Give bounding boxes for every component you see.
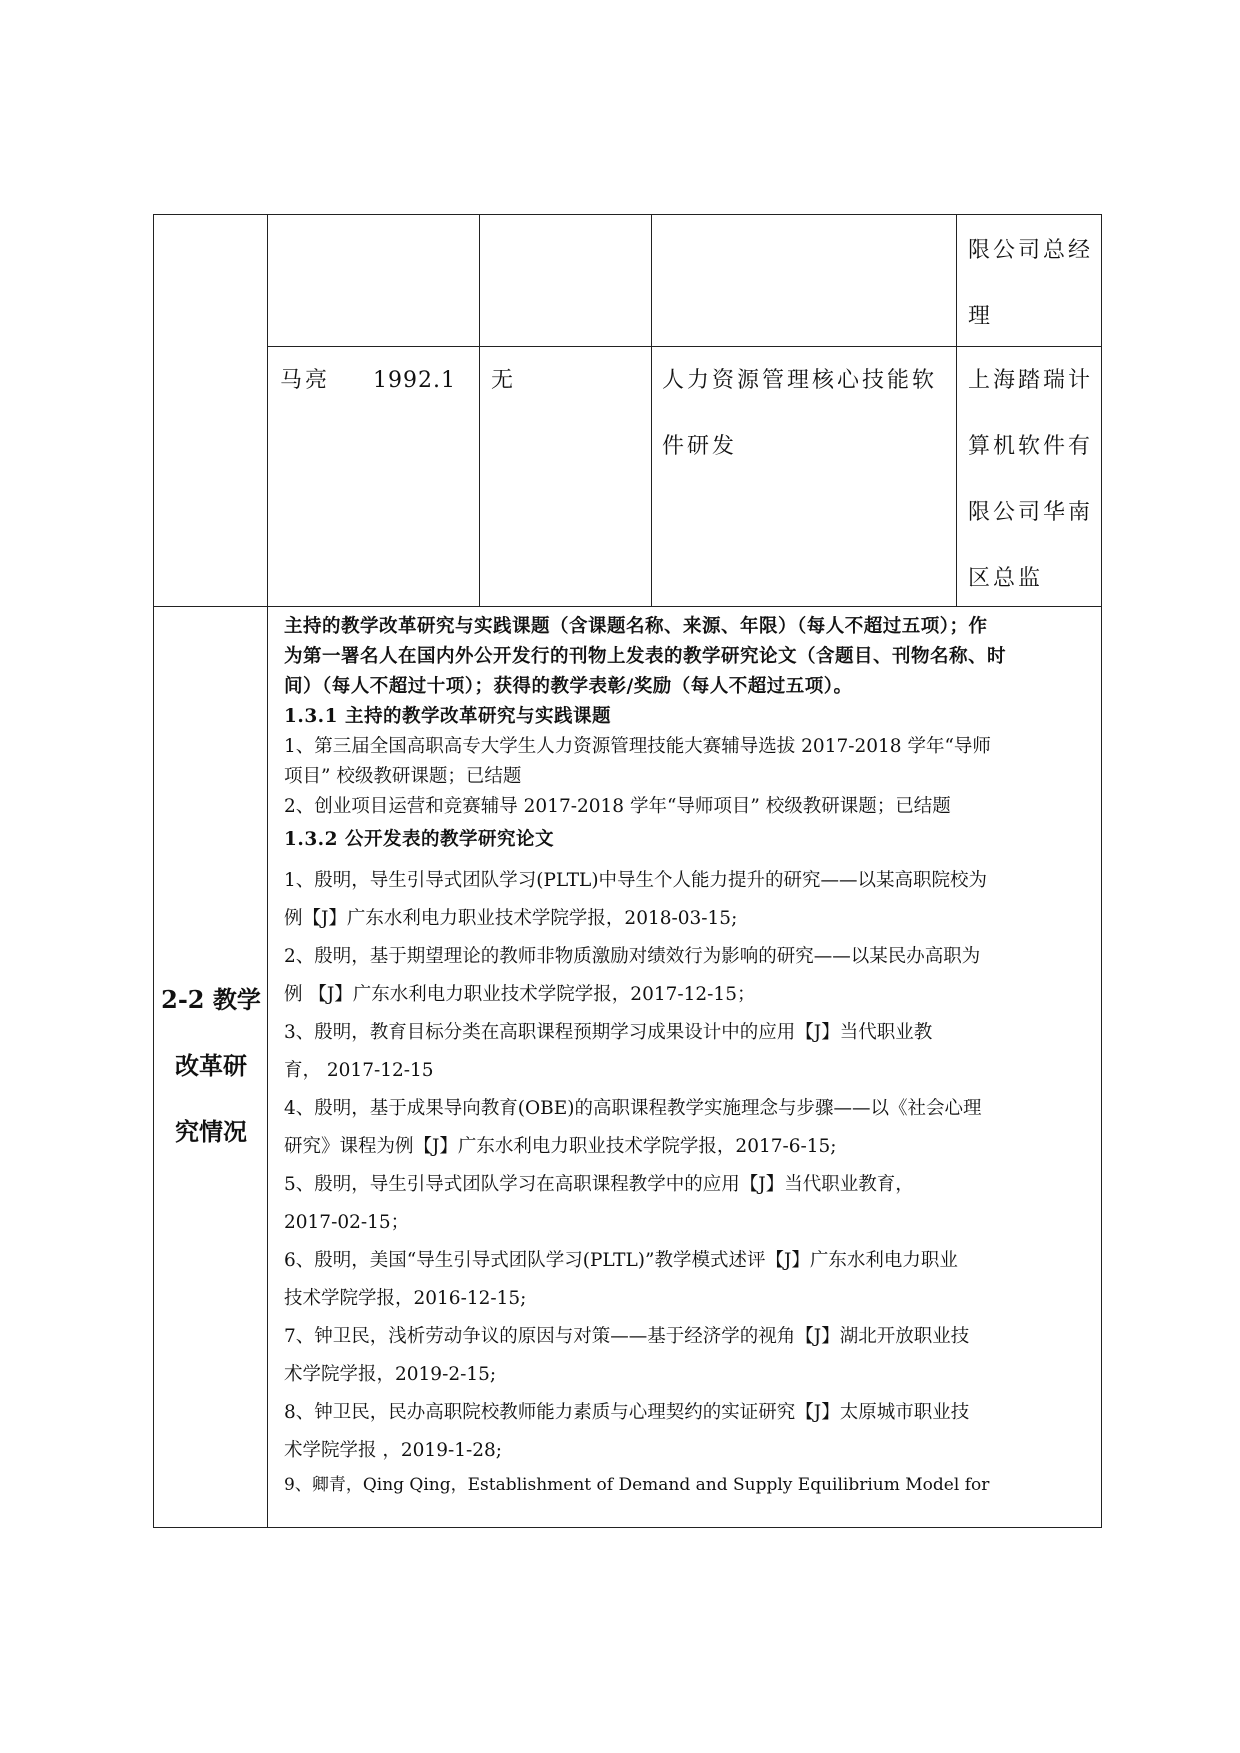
intro-line: 为第一署名人在国内外公开发行的刊物上发表的教学研究论文（含题目、刊物名称、时 xyxy=(284,646,1007,667)
section-label-line: 2-2 教学 xyxy=(161,985,261,1014)
column-divider xyxy=(651,214,652,606)
paper-line: 7、钟卫民，浅析劳动争议的原因与对策——基于经济学的视角【J】湖北开放职业技 xyxy=(284,1326,970,1347)
paper-line: 术学院学报，2019-2-15; xyxy=(284,1364,497,1385)
paper-line: 例 【J】广东水利电力职业技术学院学报，2017-12-15； xyxy=(284,984,756,1005)
project-line: 2、创业项目运营和竞赛辅导 2017-2018 学年“导师项目” 校级教研课题；已结题 xyxy=(284,796,951,817)
column-divider xyxy=(956,214,957,606)
member-name: 马亮 xyxy=(280,368,331,393)
project-line: 项目” 校级教研课题；已结题 xyxy=(284,766,522,787)
project-line: 1、第三届全国高职高专大学生人力资源管理技能大赛辅导选拔 2017-2018 学年“导师 xyxy=(284,736,991,757)
work-line: 件研发 xyxy=(662,434,738,459)
paper-line: 3、殷明，教育目标分类在高职课程预期学习成果设计中的应用【J】当代职业教 xyxy=(284,1022,933,1043)
section-divider xyxy=(153,606,1102,607)
paper-line: 术学院学报 ，2019-1-28; xyxy=(284,1440,503,1461)
position-line: 理 xyxy=(968,304,994,329)
member-position xyxy=(968,348,1102,612)
paper-line: 研究》课程为例【J】广东水利电力职业技术学院学报，2017-6-15; xyxy=(284,1136,837,1157)
position-line: 区总监 xyxy=(968,566,1044,591)
paper-line: 例【J】广东水利电力职业技术学院学报，2018-03-15; xyxy=(284,908,738,929)
member-title: 无 xyxy=(491,368,517,393)
paper-line: 2、殷明，基于期望理论的教师非物质激励对绩效行为影响的研究——以某民办高职为 xyxy=(284,946,981,967)
paper-line: 5、殷明，导生引导式团队学习在高职课程教学中的应用【J】当代职业教育， xyxy=(284,1174,914,1195)
paper-line: 1、殷明，导生引导式团队学习(PLTL)中导生个人能力提升的研究——以某高职院校为 xyxy=(284,870,988,891)
intro-line: 主持的教学改革研究与实践课题（含课题名称、来源、年限）（每人不超过五项）；作 xyxy=(284,616,988,637)
paper-line: 4、殷明，基于成果导向教育(OBE)的高职课程教学实施理念与步骤——以《社会心理 xyxy=(284,1098,982,1119)
paper-line: 8、钟卫民，民办高职院校教师能力素质与心理契约的实证研究【J】太原城市职业技 xyxy=(284,1402,970,1423)
position-line: 上海踏瑞计 xyxy=(968,368,1094,393)
paper-line: 6、殷明，美国“导生引导式团队学习(PLTL)”教学模式述评【J】广东水利电力职业 xyxy=(284,1250,958,1271)
paper-line: 技术学院学报，2016-12-15; xyxy=(284,1288,527,1309)
member-work xyxy=(662,348,952,480)
subhead-papers: 1.3.2 公开发表的教学研究论文 xyxy=(284,829,554,850)
section-content xyxy=(284,612,1106,1500)
work-line: 人力资源管理核心技能软 xyxy=(662,368,938,393)
section-label-line: 究情况 xyxy=(175,1117,247,1146)
paper-line: 育， 2017-12-15 xyxy=(284,1060,434,1081)
position-cell-continued xyxy=(968,218,1098,350)
column-divider xyxy=(479,214,480,606)
position-line: 算机软件有 xyxy=(968,434,1094,459)
member-birth: 1992.1 xyxy=(373,368,456,393)
section-label-line: 改革研 xyxy=(175,1051,247,1080)
subhead-projects: 1.3.1 主持的教学改革研究与实践课题 xyxy=(284,706,611,727)
section-label xyxy=(155,967,267,1165)
position-line: 限公司华南 xyxy=(968,500,1094,525)
column-divider xyxy=(267,214,268,1528)
intro-line: 间）（每人不超过十项）；获得的教学表彰/奖励（每人不超过五项）。 xyxy=(284,676,853,697)
paper-line-truncated: 9、卿青，Qing Qing，Establishment of Demand and Supply Equilibrium Model for xyxy=(284,1475,990,1495)
position-line: 限公司总经 xyxy=(968,238,1094,263)
paper-line: 2017-02-15； xyxy=(284,1212,410,1233)
